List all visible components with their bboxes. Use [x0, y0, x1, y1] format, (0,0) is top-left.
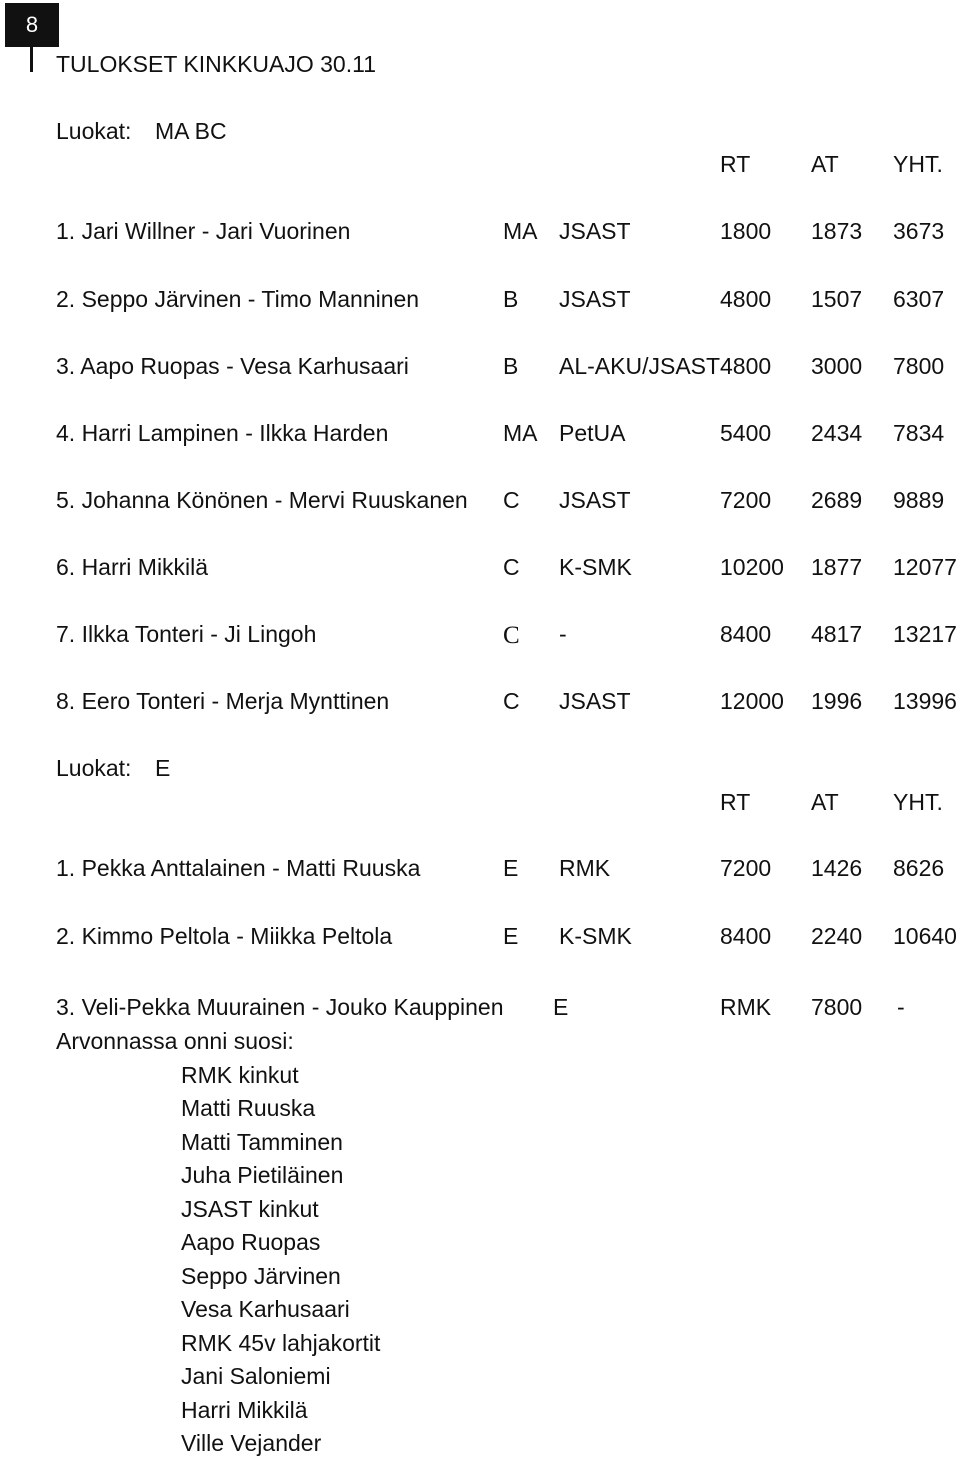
cell-club: JSAST [559, 487, 631, 513]
cell-class: C [503, 487, 520, 513]
list-item: Juha Pietiläinen [181, 1162, 344, 1188]
table-row [0, 422, 960, 450]
cell-rt: 4800 [720, 286, 772, 312]
table-row [0, 489, 960, 517]
cell-rt: 12000 [720, 688, 784, 714]
list-item: RMK 45v lahjakortit [181, 1330, 381, 1356]
section2-header-row [0, 791, 960, 819]
cell-name: 2. Kimmo Peltola - Miikka Peltola [56, 923, 393, 949]
cell-club: PetUA [559, 420, 626, 446]
cell-rt: 8400 [720, 621, 772, 647]
cell-name: 7. Ilkka Tonteri - Ji Lingoh [56, 621, 317, 647]
cell-name: 2. Seppo Järvinen - Timo Manninen [56, 286, 420, 312]
header-rt: RT [720, 151, 751, 177]
list-item: Ville Vejander [181, 1430, 322, 1456]
cell-name: 6. Harri Mikkilä [56, 554, 209, 580]
cell-class: C [503, 554, 520, 580]
cell-at: 2689 [811, 487, 863, 513]
cell-club: AL-AKU/JSAST [559, 353, 721, 379]
cell-total: 8626 [893, 855, 945, 881]
cell-rt: 7200 [720, 487, 772, 513]
table-row [0, 288, 960, 316]
section2-classes: E [155, 755, 171, 781]
cell-club: RMK [720, 994, 772, 1020]
cell-class: C [503, 688, 520, 714]
cell-rt: 5400 [720, 420, 772, 446]
cell-rt: 4800 [720, 353, 772, 379]
cell-class: MA [503, 218, 538, 244]
cell-club: - [559, 621, 567, 647]
cell-rt: 7800 [811, 994, 863, 1020]
table-row [0, 623, 960, 651]
cell-total: 13996 [893, 688, 957, 714]
table-row [0, 690, 960, 718]
cell-name: 1. Jari Willner - Jari Vuorinen [56, 218, 351, 244]
table-row [0, 355, 960, 383]
table-row [0, 857, 960, 885]
cell-at: 4817 [811, 621, 863, 647]
list-item: Matti Tamminen [181, 1129, 343, 1155]
cell-name: 5. Johanna Könönen - Mervi Ruuskanen [56, 487, 468, 513]
cell-rt: 1800 [720, 218, 772, 244]
list-item: Vesa Karhusaari [181, 1296, 350, 1322]
cell-at: 1426 [811, 855, 863, 881]
cell-club: JSAST [559, 286, 631, 312]
cell-at: - [897, 994, 905, 1020]
table-row [0, 925, 960, 953]
cell-total: 7834 [893, 420, 945, 446]
page-title: TULOKSET KINKKUAJO 30.11 [56, 51, 376, 77]
list-item: JSAST kinkut [181, 1196, 319, 1222]
cell-name: 8. Eero Tonteri - Merja Mynttinen [56, 688, 390, 714]
header-at: AT [811, 789, 839, 815]
cell-at: 1877 [811, 554, 863, 580]
badge-divider [30, 47, 33, 72]
header-rt: RT [720, 789, 751, 815]
cell-total: 3673 [893, 218, 945, 244]
list-item: Jani Saloniemi [181, 1363, 331, 1389]
header-at: AT [811, 151, 839, 177]
cell-at: 1507 [811, 286, 863, 312]
cell-rt: 8400 [720, 923, 772, 949]
list-item: RMK kinkut [181, 1062, 299, 1088]
list-item: Aapo Ruopas [181, 1229, 321, 1255]
cell-at: 3000 [811, 353, 863, 379]
cell-class: E [503, 855, 519, 881]
cell-club: K-SMK [559, 554, 632, 580]
cell-class: E [553, 994, 569, 1020]
cell-rt: 7200 [720, 855, 772, 881]
cell-class: B [503, 353, 519, 379]
cell-class: C [503, 622, 520, 649]
cell-club: JSAST [559, 218, 631, 244]
cell-total: 7800 [893, 353, 945, 379]
header-total: YHT. [893, 789, 943, 815]
cell-total: 9889 [893, 487, 945, 513]
cell-name: 3. Aapo Ruopas - Vesa Karhusaari [56, 353, 409, 379]
section2-label: Luokat: [56, 755, 132, 781]
cell-class: B [503, 286, 519, 312]
cell-total: 12077 [893, 554, 957, 580]
list-item: Matti Ruuska [181, 1095, 316, 1121]
cell-class: E [503, 923, 519, 949]
cell-name: 3. Veli-Pekka Muurainen - Jouko Kauppinen [56, 994, 504, 1020]
section1-classes: MA BC [155, 118, 227, 144]
list-item: Harri Mikkilä [181, 1397, 308, 1423]
section1-header-row [0, 153, 960, 181]
cell-club: JSAST [559, 688, 631, 714]
header-total: YHT. [893, 151, 943, 177]
page-number: 8 [25, 12, 39, 37]
table-row [0, 556, 960, 584]
list-item: Seppo Järvinen [181, 1263, 341, 1289]
cell-total: 10640 [893, 923, 957, 949]
lottery-heading: Arvonnassa onni suosi: [56, 1028, 294, 1054]
cell-name: 4. Harri Lampinen - Ilkka Harden [56, 420, 389, 446]
cell-club: K-SMK [559, 923, 632, 949]
cell-at: 1873 [811, 218, 863, 244]
cell-club: RMK [559, 855, 611, 881]
cell-class: MA [503, 420, 538, 446]
table-row [0, 996, 960, 1024]
section1-label: Luokat: [56, 118, 132, 144]
cell-at: 2240 [811, 923, 863, 949]
table-row [0, 220, 960, 248]
cell-rt: 10200 [720, 554, 784, 580]
page-number-badge [5, 3, 59, 47]
cell-at: 1996 [811, 688, 863, 714]
cell-total: 13217 [893, 621, 957, 647]
cell-at: 2434 [811, 420, 863, 446]
cell-name: 1. Pekka Anttalainen - Matti Ruuska [56, 855, 421, 881]
cell-total: 6307 [893, 286, 945, 312]
